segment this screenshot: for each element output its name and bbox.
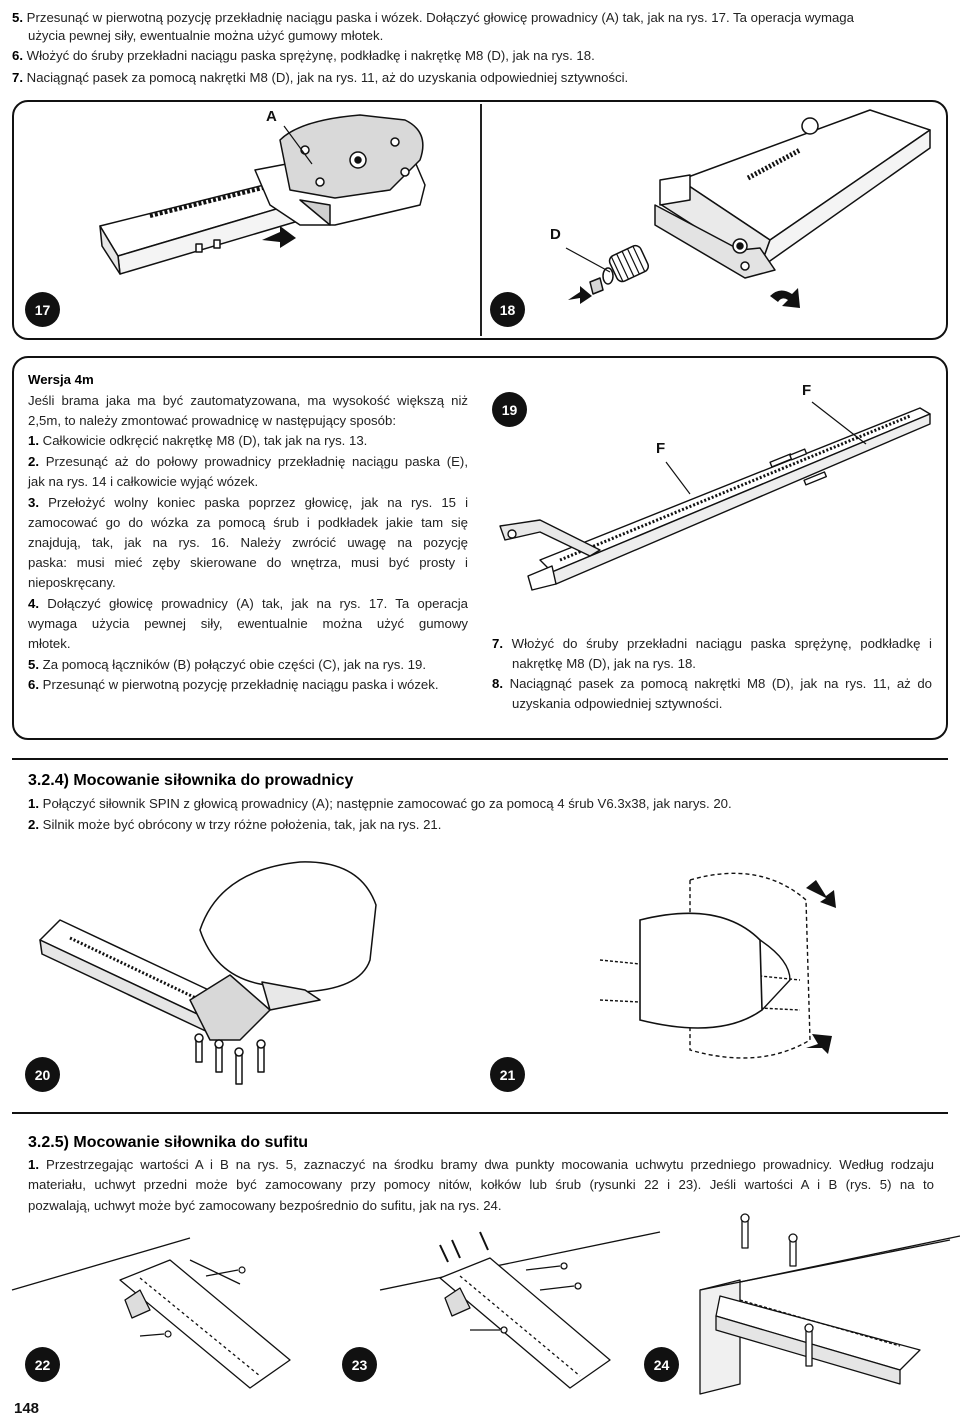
version-step-7-line-2: nakrętkę M8 (D), jak na rys. 18. bbox=[512, 656, 696, 671]
top-step-5-line-2: użycia pewnej siły, ewentualnie można użyć gumowy młotek. bbox=[28, 28, 384, 43]
version-step-3-line-3: znajdują, tak, jak na rys. 16. Należy zwrócić uwagę na pozycję bbox=[28, 535, 468, 550]
top-step-5-line-1: 5. Przesunąć w pierwotną pozycję przekładnię naciągu paska i wózek. Dołączyć głowicę prowadnicy (A) tak, jak na rys. 17. Ta operacja wymaga bbox=[12, 10, 854, 25]
version-step-3-line-5: nieposkręcany. bbox=[28, 575, 116, 590]
section-324-step-1: 1. Połączyć siłownik SPIN z głowicą prowadnicy (A); następnie zamocować go za pomocą 4 śrub V6.3x38, jak narys. 20. bbox=[28, 796, 732, 811]
version-step-8-line-1: 8. Naciągnąć pasek za pomocą nakrętki M8 (D), jak na rys. 11, aż do bbox=[492, 676, 932, 691]
figure-17-number-badge: 17 bbox=[25, 292, 60, 327]
version-step-3-line-1: 3. Przełożyć wolny koniec paska poprzez głowicę, jak na rys. 15 i bbox=[28, 495, 468, 510]
version-step-4-line-3: młotek. bbox=[28, 636, 71, 651]
figure-22-number-badge: 22 bbox=[25, 1347, 60, 1382]
version-intro-line-2: 2,5m, to należy zmontować prowadnicę w następujący sposób: bbox=[28, 413, 396, 428]
figure-19-callout-f-top: F bbox=[802, 382, 812, 399]
figure-23-number-badge: 23 bbox=[342, 1347, 377, 1382]
section-325-step-1-line-1: 1. Przestrzegając wartości A i B na rys. 5, zaznaczyć na środku bramy dwa punkty mocowania uchwytu przedniego prowadnicy. Według rodzaju bbox=[28, 1157, 934, 1172]
figure-19-callout-f-mid: F bbox=[656, 440, 666, 457]
figure-21-number-badge: 21 bbox=[490, 1057, 525, 1092]
version-step-4-line-2: wymaga użycia pewnej siły, ewentualnie można użyć gumowy bbox=[28, 616, 468, 631]
section-325-step-1-line-2: materiału, uchwyt przedni może być zamocowany przy pomocy nitów, kołków lub śrub (rysunki 22 i 23). Jeśli wartości A i B (rys. 5) na to bbox=[28, 1177, 934, 1192]
figure-17-callout-a: A bbox=[266, 108, 277, 125]
version-step-2-line-2: jak na rys. 14 i całkowicie wyjąć wózek. bbox=[28, 474, 259, 489]
figure-24-number-badge: 24 bbox=[644, 1347, 679, 1382]
version-step-6: 6. Przesunąć w pierwotną pozycję przekładnię naciągu paska i wózek. bbox=[28, 677, 439, 692]
figure-18-number-badge: 18 bbox=[490, 292, 525, 327]
top-step-6: 6. Włożyć do śruby przekładni naciągu paska sprężynę, podkładkę i nakrętkę M8 (D), jak na rys. 18. bbox=[12, 48, 595, 63]
version-4m-title: Wersja 4m bbox=[28, 372, 94, 387]
version-step-1: 1. Całkowicie odkręcić nakrętkę M8 (D), tak jak na rys. 13. bbox=[28, 433, 368, 448]
page-number: 148 bbox=[14, 1400, 40, 1417]
section-324-title: 3.2.4) Mocowanie siłownika do prowadnicy bbox=[28, 772, 354, 789]
version-step-7-line-1: 7. Włożyć do śruby przekładni naciągu paska sprężynę, podkładkę i bbox=[492, 636, 932, 651]
version-step-3-line-4: paska: musi mieć zęby skierowane do wnętrza, musi być prosty i bbox=[28, 555, 468, 570]
version-step-4-line-1: 4. Dołączyć głowicę prowadnicy (A) tak, jak na rys. 17. Ta operacja bbox=[28, 596, 469, 611]
version-step-5: 5. Za pomocą łączników (B) połączyć obie części (C), jak na rys. 19. bbox=[28, 657, 426, 672]
figure-18-callout-d: D bbox=[550, 226, 561, 243]
version-intro-line-1: Jeśli brama jaka ma być zautomatyzowana, ma wysokość większą niż bbox=[28, 393, 468, 408]
section-324-step-2: 2. Silnik może być obrócony w trzy różne położenia, tak, jak na rys. 21. bbox=[28, 817, 442, 832]
version-step-2-line-1: 2. Przesunąć aż do połowy prowadnicy przekładnię naciągu paska (E), bbox=[28, 454, 468, 469]
section-325-step-1-line-3: pozwalają, uchwyt może być zamocowany bezpośrednio do sufitu, jak na rys. 24. bbox=[28, 1198, 502, 1213]
version-step-3-line-2: zamocować go do wózka za pomocą śrub i podkładek jakie tam się bbox=[28, 515, 468, 530]
figure-19-number-badge: 19 bbox=[492, 392, 527, 427]
version-step-8-line-2: uzyskania odpowiedniej sztywności. bbox=[512, 696, 723, 711]
section-325-title: 3.2.5) Mocowanie siłownika do sufitu bbox=[28, 1134, 309, 1151]
top-step-7: 7. Naciągnąć pasek za pomocą nakrętki M8 (D), jak na rys. 11, aż do uzyskania odpowiedniej sztywności. bbox=[12, 70, 629, 85]
figure-20-number-badge: 20 bbox=[25, 1057, 60, 1092]
